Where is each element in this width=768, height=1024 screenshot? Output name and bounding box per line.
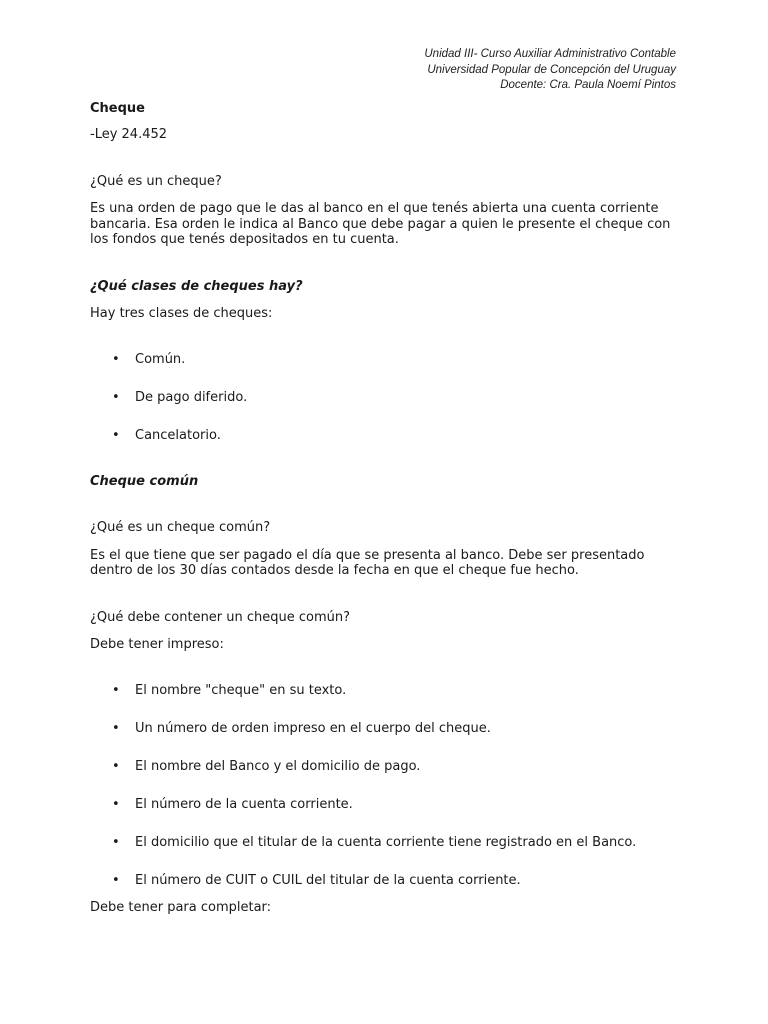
- bullet-icon: •: [112, 720, 120, 736]
- list-item: [90, 835, 680, 851]
- list-item: [90, 759, 680, 775]
- list-item-text: Común.: [135, 351, 186, 367]
- classes-intro: Hay tres clases de cheques:: [90, 305, 273, 321]
- list-item: [90, 352, 680, 368]
- answer-common-cheque: Es el que tiene que ser pagado el día que se presenta al banco. Debe ser presentado dentro de los 30 días contados desde la fecha en que el cheque fue hecho.: [90, 547, 645, 578]
- header-institution: Universidad Popular de Concepción del Uruguay: [427, 63, 676, 76]
- bullet-icon: •: [112, 427, 120, 443]
- list-item: [90, 797, 680, 813]
- question-common-cheque: ¿Qué es un cheque común?: [90, 519, 271, 535]
- printed-items-list: [90, 683, 680, 889]
- bullet-icon: •: [112, 796, 120, 812]
- question-cheque-contents: ¿Qué debe contener un cheque común?: [90, 609, 351, 625]
- list-item-text: El nombre del Banco y el domicilio de pago.: [135, 758, 421, 774]
- bullet-icon: •: [112, 872, 120, 888]
- law-reference: -Ley 24.452: [90, 127, 168, 142]
- document-header: [424, 47, 676, 94]
- document-body: [90, 100, 680, 916]
- heading-cheque-classes: ¿Qué clases de cheques hay?: [90, 278, 303, 294]
- answer-what-is-cheque: Es una orden de pago que le das al banco en el que tenés abierta una cuenta corriente bancaria. Esa orden le indica al Banco que debe pagar a quien le presente el cheque con los fondos que tenés depositados en tu cuenta.: [90, 201, 671, 247]
- question-what-is-cheque: ¿Qué es un cheque?: [90, 174, 222, 189]
- list-item: [90, 683, 680, 699]
- list-item-text: El nombre "cheque" en su texto.: [135, 682, 347, 698]
- list-item: [90, 721, 680, 737]
- bullet-icon: •: [112, 351, 120, 367]
- list-item-text: El número de CUIT o CUIL del titular de la cuenta corriente.: [135, 872, 521, 888]
- header-teacher: Docente: Cra. Paula Noemí Pintos: [500, 79, 676, 91]
- list-item: [90, 390, 680, 406]
- bullet-icon: •: [112, 758, 120, 774]
- list-item-text: Cancelatorio.: [135, 427, 221, 443]
- list-item: [90, 428, 680, 444]
- document-title: Cheque: [90, 101, 145, 116]
- heading-common-cheque: Cheque común: [90, 473, 199, 489]
- complete-intro: Debe tener para completar:: [90, 899, 272, 915]
- bullet-icon: •: [112, 682, 120, 698]
- list-item-text: El domicilio que el titular de la cuenta corriente tiene registrado en el Banco.: [135, 834, 637, 850]
- header-course: Unidad III- Curso Auxiliar Administrativo Contable: [424, 48, 676, 60]
- list-item-text: Un número de orden impreso en el cuerpo del cheque.: [135, 720, 491, 736]
- list-item: [90, 873, 680, 889]
- list-item-text: De pago diferido.: [135, 389, 248, 405]
- bullet-icon: •: [112, 389, 120, 405]
- bullet-icon: •: [112, 834, 120, 850]
- list-item-text: El número de la cuenta corriente.: [135, 796, 353, 812]
- printed-intro: Debe tener impreso:: [90, 636, 224, 652]
- classes-list: [90, 352, 680, 444]
